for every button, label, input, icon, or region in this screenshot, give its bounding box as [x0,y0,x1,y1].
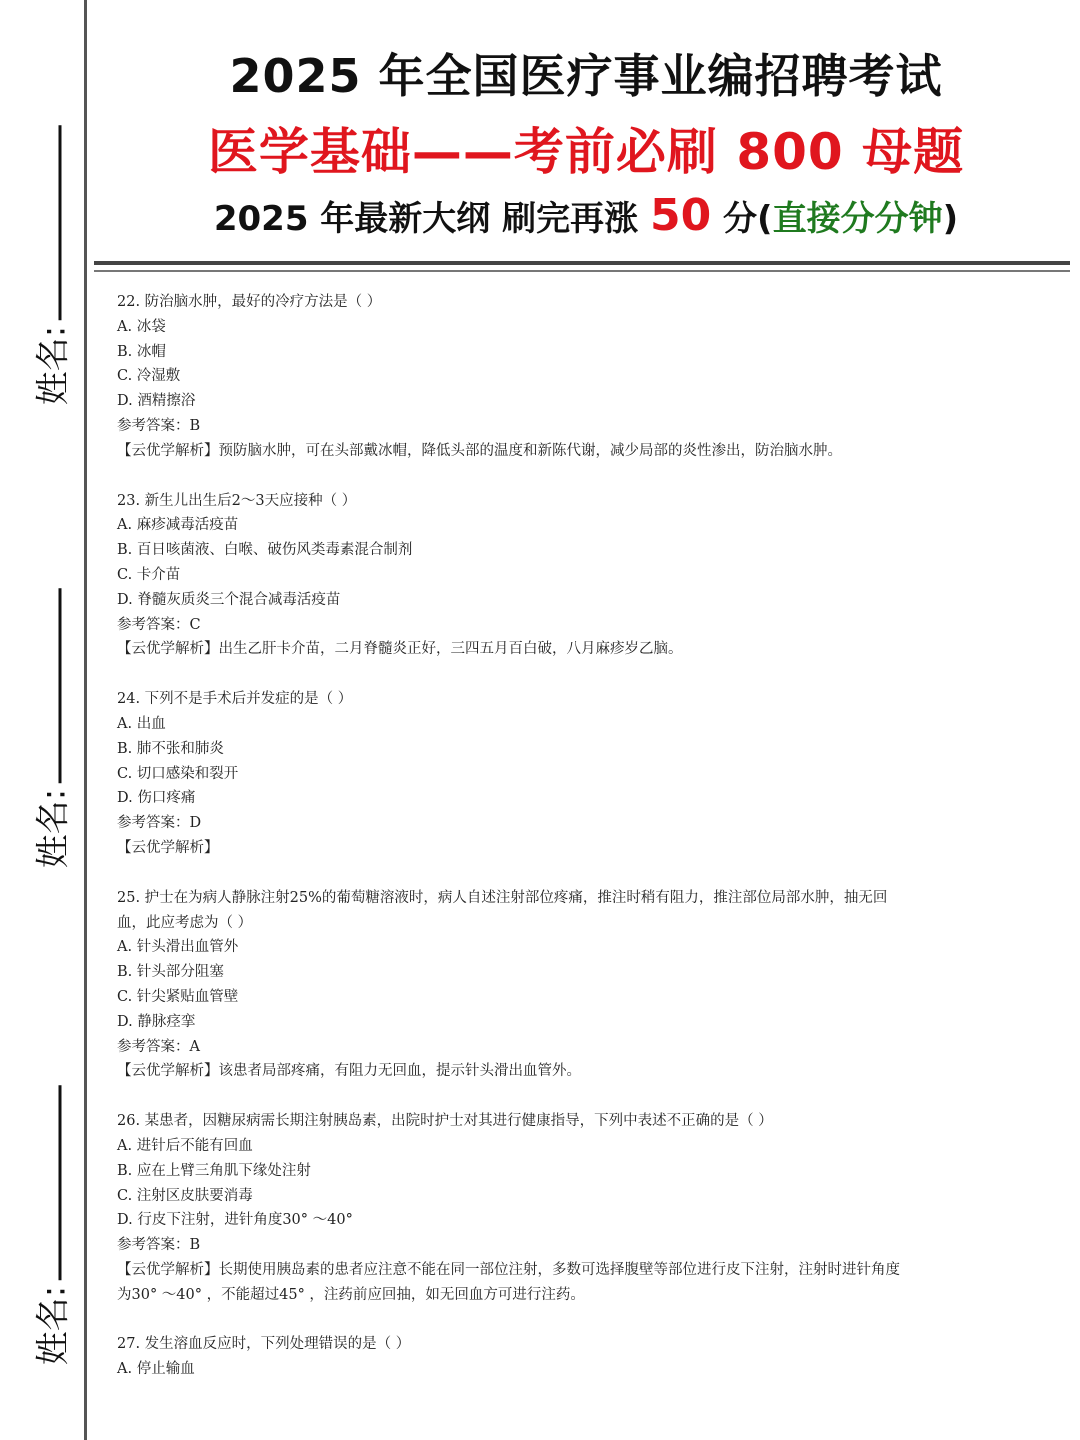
answer: 参考答案：C [117,616,201,633]
title-line-3 [92,190,1080,241]
option-a: A. 进针后不能有回血 [117,1137,253,1154]
question-stem: 25. 护士在为病人静脉注射25%的葡萄糖溶液时，病人自述注射部位疼痛，推注时稍有阻力，推注部位局部水肿，抽无回血，此应考虑为（ ） [117,889,888,931]
analysis: 【云优学解析】 [117,839,219,856]
answer: 参考答案：D [117,815,202,832]
title-line-1: 2025 年全国医疗事业编招聘考试 [229,49,943,103]
name-label: 姓名: [33,1285,74,1366]
binding-line [84,0,87,1440]
option-c: C. 注射区皮肤要消毒 [117,1187,253,1204]
question-item [117,1109,907,1307]
answer: 参考答案：B [117,1237,201,1254]
analysis: 【云优学解析】该患者局部疼痛，有阻力无回血，提示针头滑出血管外。 [117,1063,581,1080]
title-line-3-part3: ) [942,199,959,239]
option-b: B. 应在上臂三角肌下缘处注射 [117,1162,311,1179]
page-header [92,0,1080,262]
analysis: 【云优学解析】出生乙肝卡介苗，二月脊髓炎正好，三四五月百白破，八月麻疹岁乙脑。 [117,641,683,658]
question-stem: 22. 防治脑水肿，最好的冷疗方法是（ ） [117,294,382,310]
question-item [117,489,907,663]
option-d: D. 酒精擦浴 [117,393,196,410]
name-blank [59,588,62,783]
option-a: A. 停止输血 [117,1361,195,1378]
option-c: C. 冷湿敷 [117,368,181,385]
question-item [117,886,907,1084]
option-b: B. 百日咳菌液、白喉、破伤风类毒素混合制剂 [117,542,413,559]
title-line-3-part1: 2025 年最新大纲 刷完再涨 [213,199,650,239]
question-item [117,290,907,464]
question-item [117,1332,907,1382]
option-a: A. 出血 [117,715,166,732]
header-divider-thick [94,261,1070,265]
question-stem: 26. 某患者，因糖尿病需长期注射胰岛素，出院时护士对其进行健康指导，下列中表述不正确的是（ ） [117,1113,773,1130]
analysis: 【云优学解析】预防脑水肿，可在头部戴冰帽，降低头部的温度和新陈代谢，减少局部的炎性渗出，防治脑水肿。 [117,442,842,459]
option-c: C. 卡介苗 [117,566,181,583]
question-stem: 27. 发生溶血反应时，下列处理错误的是（ ） [117,1336,411,1353]
score-highlight: 50 [649,190,712,241]
option-b: B. 针头部分阻塞 [117,964,224,981]
name-label: 姓名: [33,325,74,406]
option-a: A. 麻疹减毒活疫苗 [117,517,239,534]
option-c: C. 针尖紧贴血管壁 [117,988,239,1005]
option-d: D. 伤口疼痛 [117,790,196,807]
green-highlight: 直接分分钟 [772,199,943,239]
analysis: 【云优学解析】长期使用胰岛素的患者应注意不能在同一部位注射，多数可选择腹壁等部位进行皮下注射，注射时进针角度为30° ～40° ，不能超过45° ，注药前应回抽，如无回血方可进行注药。 [117,1261,900,1303]
option-b: B. 冰帽 [117,343,166,360]
question-list [117,290,907,1407]
question-item [117,687,907,861]
name-blank [59,125,62,320]
header-divider-thin [94,270,1070,272]
name-blank [59,1085,62,1280]
title-line-2: 医学基础——考前必刷 800 母题 [207,123,965,181]
option-d: D. 静脉痉挛 [117,1013,196,1030]
option-d: D. 行皮下注射，进针角度30° ～40° [117,1212,353,1229]
answer: 参考答案：A [117,1038,200,1055]
option-d: D. 脊髓灰质炎三个混合减毒活疫苗 [117,591,341,608]
option-a: A. 针头滑出血管外 [117,939,239,956]
option-b: B. 肺不张和肺炎 [117,740,224,757]
option-c: C. 切口感染和裂开 [117,765,239,782]
name-label: 姓名: [33,788,74,869]
title-line-3-part2: 分( [711,199,773,239]
question-stem: 24. 下列不是手术后并发症的是（ ） [117,691,353,708]
question-stem: 23. 新生儿出生后2～3天应接种（ ） [117,492,357,509]
option-a: A. 冰袋 [117,318,166,335]
answer: 参考答案：B [117,417,201,434]
